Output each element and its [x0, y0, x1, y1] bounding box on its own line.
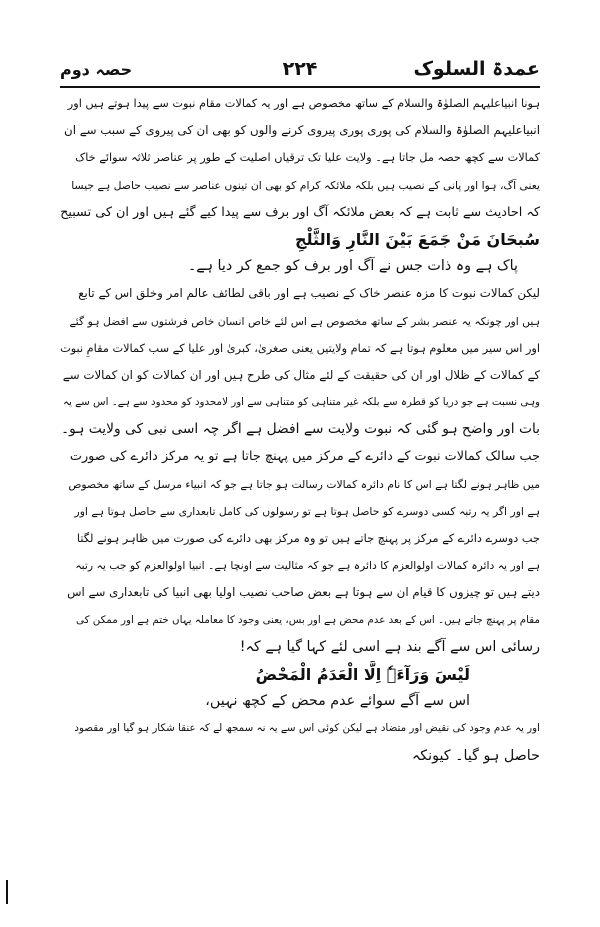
text-line: دیتے ہیں تو چیزوں کا قیام ان سے ہوتا ہے بعض صاحب نصیب اولیا بھی انبیا کی تابعداری سے اس [67, 585, 540, 600]
text-line: جب سالک کمالات نبوت کے دائرے کے مرکز میں پہنچ جاتا ہے تو یہ مرکز دائرے کی صورت [69, 449, 540, 465]
scan-edge-mark [6, 880, 8, 904]
text-line: کمالات سے کچھ حصہ مل جاتا ہے۔ ولایت علیا تک ترقیاں اصلیت کے طور پر عناصر ثلاثہ سوائے خاک [75, 151, 540, 165]
text-line: کہ احادیث سے ثابت ہے کہ بعض ملائکہ آگ اور برف سے پیدا کیے گئے ہیں اور ان کی تسبیح [60, 204, 540, 220]
header-rule [60, 86, 540, 88]
text-line: ہے اور یہ دائرہ کمالات اولوالعزم کا دائرہ ہے جو کہ مثالیت سے اونچا ہے۔ انبیا اولوالعزم کو جب یہ رتبہ [75, 559, 540, 573]
text-line: بات اور واضح ہو گئی کہ نبوت ولایت سے افضل ہے اگر چہ اسی نبی کی ولایت ہو۔ [61, 421, 540, 438]
text-line: اور اس سیر میں معلوم ہوتا ہے کہ تمام ولایتیں یعنی صغریٰ، کبریٰ اور علیا کے سب کمالات مقامِ نبوت [60, 341, 540, 355]
text-line: حاصل ہو گیا۔ کیونکہ [411, 747, 540, 764]
text-line: ہونا انبیاعلیہم الصلوٰۃ والسلام کے ساتھ مخصوص ہے اور یہ کمالات مقام نبوت سے پیدا ہوتے ہیں اور [67, 97, 540, 110]
arabic-quote: لَیْسَ وَرَآءَہٗ اِلَّا الْعَدَمُ الْمَحْضُ [255, 664, 470, 684]
translation-line: اس سے آگے سوائے عدم محض کے کچھ نہیں، [205, 693, 470, 710]
text-line: مقام پر پہنچ جاتے ہیں۔ اس کے بعد عدم محض ہے اور بس، یعنی وجود کا معاملہ یہاں ختم ہے اور ممکن کی [75, 613, 540, 626]
translation-line: پاک ہے وہ ذات جس نے آگ اور برف کو جمع کر دیا ہے۔ [187, 258, 518, 275]
running-header [60, 58, 540, 86]
text-line: رسائی اس سے آگے بند ہے اسی لئے کہا گیا ہے کہ! [239, 638, 540, 655]
text-line: ہے اور اگر یہ رتبہ کسی دوسرے کو حاصل ہوتا ہے تو رسولوں کی کامل تابعداری سے حاصل ہوتا ہے اور [74, 504, 540, 518]
book-title: عمدۃ السلوک [413, 58, 540, 80]
text-line: یعنی آگ، ہوا اور پانی کے نصیب ہیں بلکہ ملائکہ کرام کو بھی ان تینوں عناصر سے نصیب حاصل ہے جیسا [71, 178, 540, 192]
body-text [60, 90, 540, 770]
text-line: جب دوسرے دائرے کے مرکز پر پہنچ جاتے ہیں تو وہ مرکز بھی دائرے کی صورت میں ظاہر ہونے لگتا [76, 532, 540, 545]
section-label: حصہ دوم [60, 60, 133, 79]
text-line: کے کمالات کے ظلال اور ان کی حقیقت کے لئے مثال کی طرح ہیں اور ان کمالات کو ان کمالات سے [62, 367, 540, 382]
text-line: انبیاعلیہم الصلوٰۃ والسلام کی پوری پوری پیروی کرنے والوں کو بھی ان کی پیروی کے سبب سے ان [64, 123, 540, 138]
text-line: میں ظاہر ہونے لگتا ہے اس کا نام دائرہ کمالات رسالت ہو جاتا ہے جو کہ انبیاء مرسل کے ساتھ مخصوص [68, 477, 540, 491]
text-line: وہی نسبت ہے جو دریا کو قطرہ سے بلکہ غیر متناہی کو متناہی سے اور لامحدود کو محدود سے ہے۔ اس سے یہ [62, 396, 540, 409]
text-line: لیکن کمالات نبوت کا مزہ عنصر خاک کے نصیب ہے اور باقی لطائف عالم امر وخلق اس کے تابع [78, 286, 540, 301]
arabic-tasbih: سُبحَانَ مَنْ جَمَعَ بَیْنَ النَّارِ وَالثَّلْجِ [294, 229, 540, 249]
text-line: اور یہ عدم وجود کی نقیض اور متضاد ہے لیکن کوئی اس سے یہ نہ سمجھ لے کہ عنقا شکار ہو گیا اور مقصود [74, 722, 540, 735]
text-line: ہیں اور چونکہ یہ عنصر بشر کے ساتھ مخصوص ہے اس لئے خاص انسان خاص فرشتوں سے افضل ہو گئے [69, 314, 540, 328]
page-number: ۲۲۴ [282, 58, 318, 80]
